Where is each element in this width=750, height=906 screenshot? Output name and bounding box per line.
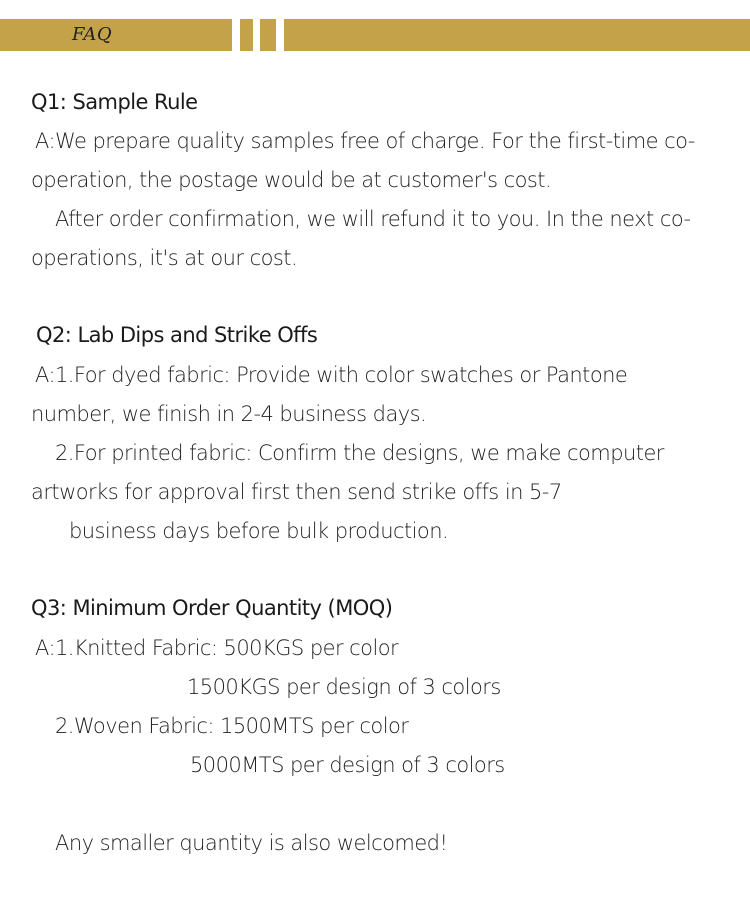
header-bar-right — [284, 19, 750, 51]
q3-line-2: 1500KGS per design of 3 colors — [187, 675, 501, 699]
faq-heading: FAQ — [72, 24, 113, 45]
header-bar-stripe-1 — [240, 19, 253, 51]
q1-line-4: operations, it's at our cost. — [31, 246, 298, 270]
q3-title: Q3: Minimum Order Quantity (MOQ) — [31, 596, 393, 620]
q3-closing-note: Any smaller quantity is also welcomed! — [55, 831, 448, 855]
q3-line-4: 5000MTS per design of 3 colors — [190, 753, 505, 777]
q1-line-1: A:We prepare quality samples free of charge. For the first-time co- — [35, 129, 695, 153]
q2-line-5: business days before bulk production. — [69, 519, 449, 543]
q2-line-1: A:1.For dyed fabric: Provide with color swatches or Pantone — [35, 363, 628, 387]
q2-line-3: 2.For printed fabric: Confirm the designs, we make computer — [55, 441, 664, 465]
q2-title: Q2: Lab Dips and Strike Offs — [36, 323, 318, 347]
q3-line-1: A:1.Knitted Fabric: 500KGS per color — [35, 636, 399, 660]
q2-line-2: number, we finish in 2-4 business days. — [31, 402, 427, 426]
header-bar-stripe-2 — [260, 19, 276, 51]
q1-line-2: operation, the postage would be at customer's cost. — [31, 168, 552, 192]
q3-line-3: 2.Woven Fabric: 1500MTS per color — [55, 714, 409, 738]
header-bar-left — [0, 19, 232, 51]
q2-line-4: artworks for approval first then send strike offs in 5-7 — [31, 480, 562, 504]
q1-title: Q1: Sample Rule — [31, 90, 198, 114]
q1-line-3: After order confirmation, we will refund it to you. In the next co- — [55, 207, 691, 231]
